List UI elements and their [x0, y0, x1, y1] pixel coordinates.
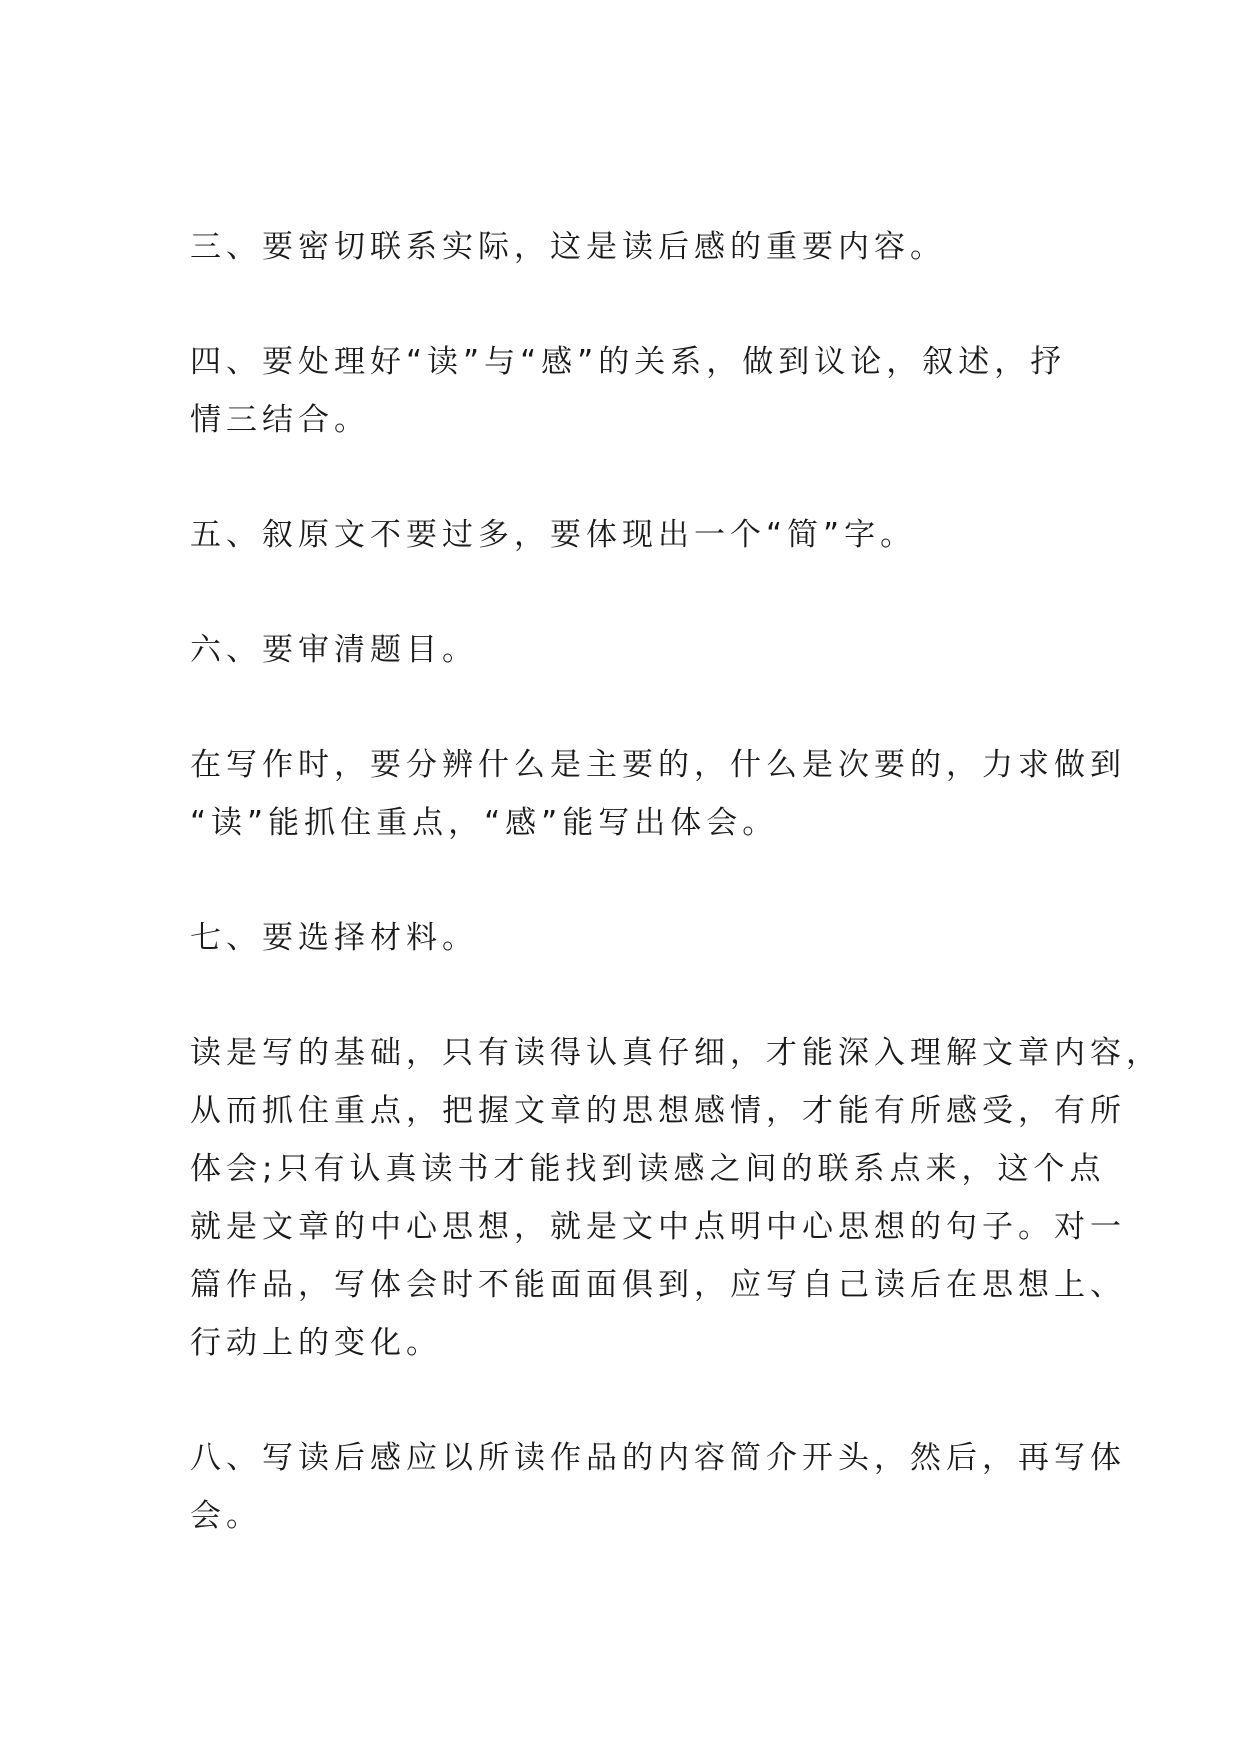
paragraph-4 [190, 333, 1070, 449]
paragraph-3 [190, 218, 1070, 276]
text-line: 情三结合。 [190, 402, 370, 438]
text-line: 六、要审清题目。 [190, 632, 478, 668]
text-line: 在写作时，要分辨什么是主要的，什么是次要的，力求做到 [190, 747, 1126, 783]
paragraph-8 [190, 1429, 1126, 1545]
text-line: 三、要密切联系实际，这是读后感的重要内容。 [190, 229, 946, 265]
text-line: 篇作品，写体会时不能面面俱到，应写自己读后在思想上、 [190, 1267, 1126, 1303]
paragraph-7 [190, 909, 1070, 967]
text-line: 八、写读后感应以所读作品的内容简介开头，然后，再写体 [190, 1440, 1126, 1476]
text-line: 四、要处理好“读”与“感”的关系，做到议论，叙述，抒 [190, 344, 1067, 380]
paragraph-6 [190, 621, 1070, 679]
text-line: “读”能抓住重点，“感”能写出体会。 [190, 805, 779, 841]
paragraph-7-body [190, 1024, 1162, 1372]
text-line: 七、要选择材料。 [190, 920, 478, 956]
document-body [190, 218, 1162, 1545]
paragraph-6-body [190, 736, 1126, 852]
text-line: 五、叙原文不要过多，要体现出一个“简”字。 [190, 517, 917, 553]
text-line: 从而抓住重点，把握文章的思想感情，才能有所感受，有所 [190, 1093, 1126, 1129]
text-line: 读是写的基础，只有读得认真仔细，才能深入理解文章内容， [190, 1035, 1162, 1071]
text-line: 体会;只有认真读书才能找到读感之间的联系点来，这个点 [190, 1151, 1106, 1187]
text-line: 就是文章的中心思想，就是文中点明中心思想的句子。对一 [190, 1209, 1126, 1245]
text-line: 行动上的变化。 [190, 1325, 442, 1361]
text-line: 会。 [190, 1498, 262, 1534]
paragraph-5 [190, 506, 1070, 564]
